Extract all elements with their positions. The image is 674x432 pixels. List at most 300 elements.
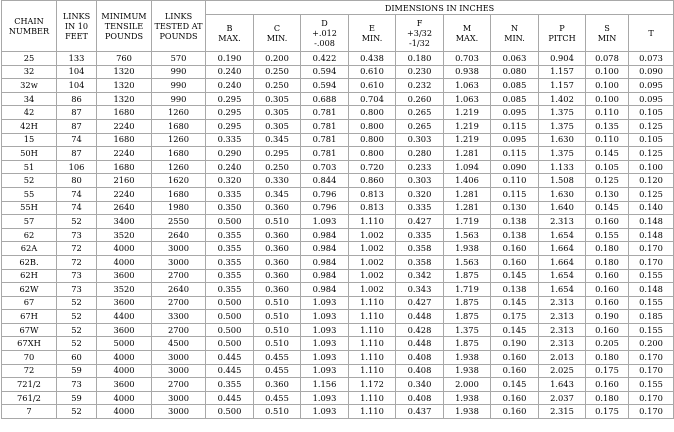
table-cell: 1.002 [349, 269, 396, 283]
table-cell: 0.320 [206, 174, 254, 188]
dim-header [349, 15, 396, 52]
table-cell: 80 [57, 174, 97, 188]
table-cell: 4000 [97, 391, 152, 405]
table-cell: 0.155 [586, 228, 629, 242]
table-cell: 0.360 [254, 378, 301, 392]
table-cell: 1.938 [444, 351, 491, 365]
table-cell: 0.095 [491, 106, 539, 120]
table-cell: 1.875 [444, 337, 491, 351]
table-cell: 0.427 [396, 215, 444, 229]
table-cell: 0.781 [301, 133, 349, 147]
dim-header [254, 15, 301, 52]
table-cell: 72 [57, 242, 97, 256]
table-cell: 0.115 [491, 187, 539, 201]
table-cell: 0.170 [629, 364, 674, 378]
table-cell: 0.175 [586, 364, 629, 378]
table-cell: 0.085 [491, 92, 539, 106]
table-cell: 1.110 [349, 391, 396, 405]
chain-number-cell: 62A [2, 242, 57, 256]
table-cell: 73 [57, 269, 97, 283]
table-cell: 1.281 [444, 201, 491, 215]
table-cell: 990 [152, 92, 206, 106]
table-cell: 3520 [97, 228, 152, 242]
table-cell: 0.688 [301, 92, 349, 106]
table-cell: 0.335 [206, 133, 254, 147]
table-cell: 1.664 [539, 242, 586, 256]
table-cell: 0.250 [254, 65, 301, 79]
dim-header [539, 15, 586, 52]
table-cell: 73 [57, 378, 97, 392]
table-cell: 0.073 [629, 52, 674, 66]
table-cell: 52 [57, 215, 97, 229]
table-row [2, 405, 674, 419]
table-row [2, 228, 674, 242]
table-row [2, 255, 674, 269]
chain-number-cell: 32 [2, 65, 57, 79]
table-cell: 2240 [97, 187, 152, 201]
table-cell: 0.342 [396, 269, 444, 283]
table-cell: 0.358 [396, 255, 444, 269]
table-cell: 1.093 [301, 364, 349, 378]
chain-number-cell: 42H [2, 119, 57, 133]
table-row [2, 337, 674, 351]
table-cell: 4400 [97, 310, 152, 324]
table-cell: 0.510 [254, 405, 301, 419]
table-cell: 3600 [97, 296, 152, 310]
table-cell: 2.313 [539, 310, 586, 324]
table-row [2, 283, 674, 297]
chain-number-cell: 70 [2, 351, 57, 365]
table-row [2, 92, 674, 106]
table-cell: 0.105 [629, 106, 674, 120]
table-cell: 3000 [152, 391, 206, 405]
table-row [2, 52, 674, 66]
table-cell: 2160 [97, 174, 152, 188]
table-cell: 0.594 [301, 79, 349, 93]
table-cell: 0.233 [396, 160, 444, 174]
chain-number-cell: 34 [2, 92, 57, 106]
table-cell: 0.781 [301, 147, 349, 161]
chain-number-cell: 57 [2, 215, 57, 229]
table-cell: 1.875 [444, 310, 491, 324]
table-cell: 0.232 [396, 79, 444, 93]
table-cell: 0.355 [206, 283, 254, 297]
table-cell: 0.796 [301, 201, 349, 215]
table-cell: 1.719 [444, 215, 491, 229]
table-cell: 0.130 [491, 201, 539, 215]
dim-header [629, 15, 674, 52]
table-cell: 1.093 [301, 215, 349, 229]
table-cell: 0.160 [491, 242, 539, 256]
table-cell: 1320 [97, 65, 152, 79]
table-cell: 1.875 [444, 269, 491, 283]
table-cell: 0.100 [629, 160, 674, 174]
dim-header-line: MIN. [504, 33, 525, 43]
table-row [2, 79, 674, 93]
table-cell: 0.500 [206, 337, 254, 351]
table-cell: 1.643 [539, 378, 586, 392]
table-cell: 0.343 [396, 283, 444, 297]
table-cell: 87 [57, 119, 97, 133]
table-cell: 0.305 [254, 106, 301, 120]
chain-number-cell: 67W [2, 323, 57, 337]
table-cell: 87 [57, 106, 97, 120]
table-cell: 0.180 [396, 52, 444, 66]
dim-header [491, 15, 539, 52]
table-cell: 0.345 [254, 187, 301, 201]
table-cell: 1.002 [349, 283, 396, 297]
table-cell: 0.358 [396, 242, 444, 256]
table-cell: 0.355 [206, 269, 254, 283]
table-cell: 0.190 [491, 337, 539, 351]
table-cell: 0.138 [491, 283, 539, 297]
chain-dimensions-table [1, 0, 674, 419]
table-cell: 0.265 [396, 119, 444, 133]
table-cell: 0.455 [254, 391, 301, 405]
table-cell: 0.125 [586, 174, 629, 188]
table-cell: 0.250 [254, 79, 301, 93]
dim-header-line: MIN [597, 33, 617, 43]
table-cell: 0.145 [491, 378, 539, 392]
table-cell: 0.500 [206, 323, 254, 337]
table-cell: 1320 [97, 79, 152, 93]
table-cell: 0.110 [586, 106, 629, 120]
table-cell: 1.063 [444, 79, 491, 93]
header-chain-number: CHAIN NUMBER [2, 1, 57, 52]
table-cell: 0.090 [491, 160, 539, 174]
table-cell: 2550 [152, 215, 206, 229]
table-cell: 0.295 [254, 147, 301, 161]
table-cell: 52 [57, 310, 97, 324]
table-row [2, 187, 674, 201]
table-cell: 0.984 [301, 242, 349, 256]
table-cell: 0.120 [629, 174, 674, 188]
table-cell: 0.155 [629, 269, 674, 283]
chain-number-cell: 55 [2, 187, 57, 201]
table-cell: 0.408 [396, 351, 444, 365]
table-cell: 1680 [152, 187, 206, 201]
table-cell: 5000 [97, 337, 152, 351]
dim-header-line: C [273, 23, 281, 33]
table-cell: 1.508 [539, 174, 586, 188]
table-cell: 0.190 [206, 52, 254, 66]
table-cell: 0.510 [254, 296, 301, 310]
table-cell: 1260 [152, 133, 206, 147]
table-cell: 0.904 [539, 52, 586, 66]
table-cell: 0.335 [206, 187, 254, 201]
table-cell: 2700 [152, 269, 206, 283]
table-cell: 0.355 [206, 228, 254, 242]
dim-header [586, 15, 629, 52]
table-cell: 1.002 [349, 242, 396, 256]
dim-header [444, 15, 491, 52]
table-cell: 4000 [97, 364, 152, 378]
chain-number-cell: 51 [2, 160, 57, 174]
table-cell: 0.160 [586, 378, 629, 392]
header-min-tensile: MINIMUM TENSILE POUNDS [97, 1, 152, 52]
table-cell: 1.938 [444, 364, 491, 378]
table-row [2, 323, 674, 337]
table-cell: 1.938 [444, 405, 491, 419]
table-cell: 2700 [152, 296, 206, 310]
table-row [2, 215, 674, 229]
chain-number-cell: 72 [2, 364, 57, 378]
table-cell: 0.205 [586, 337, 629, 351]
table-cell: 0.800 [349, 133, 396, 147]
table-cell: 1.110 [349, 364, 396, 378]
table-cell: 1260 [152, 160, 206, 174]
table-cell: 990 [152, 79, 206, 93]
table-cell: 1.219 [444, 119, 491, 133]
table-cell: 1.093 [301, 296, 349, 310]
table-cell: 0.510 [254, 215, 301, 229]
table-cell: 1.563 [444, 255, 491, 269]
table-cell: 0.355 [206, 255, 254, 269]
table-cell: 0.610 [349, 79, 396, 93]
table-cell: 0.280 [396, 147, 444, 161]
table-cell: 0.510 [254, 310, 301, 324]
table-cell: 0.445 [206, 391, 254, 405]
table-cell: 2640 [152, 283, 206, 297]
table-cell: 0.303 [396, 174, 444, 188]
table-cell: 1.063 [444, 92, 491, 106]
table-cell: 0.290 [206, 147, 254, 161]
dim-header-line: S [604, 23, 610, 33]
table-cell: 0.110 [586, 133, 629, 147]
table-cell: 0.180 [586, 242, 629, 256]
table-cell: 0.125 [629, 119, 674, 133]
table-cell: 0.080 [491, 65, 539, 79]
chain-number-cell: 62 [2, 228, 57, 242]
table-cell: 0.800 [349, 147, 396, 161]
table-cell: 0.260 [396, 92, 444, 106]
table-cell: 1620 [152, 174, 206, 188]
table-cell: 0.110 [491, 174, 539, 188]
table-cell: 0.160 [491, 255, 539, 269]
table-cell: 4000 [97, 242, 152, 256]
table-cell: 0.500 [206, 296, 254, 310]
table-cell: 1.219 [444, 106, 491, 120]
table-cell: 59 [57, 391, 97, 405]
table-cell: 0.510 [254, 337, 301, 351]
chain-number-cell: 42 [2, 106, 57, 120]
table-cell: 0.240 [206, 160, 254, 174]
table-cell: 0.295 [206, 106, 254, 120]
dim-header-line: MIN. [361, 33, 383, 43]
table-cell: 52 [57, 405, 97, 419]
table-cell: 0.170 [629, 255, 674, 269]
table-cell: 0.295 [206, 92, 254, 106]
table-cell: 1.664 [539, 255, 586, 269]
table-cell: 1980 [152, 201, 206, 215]
table-cell: 1.093 [301, 310, 349, 324]
table-cell: 74 [57, 133, 97, 147]
table-cell: 0.345 [254, 133, 301, 147]
table-cell: 0.160 [586, 296, 629, 310]
chain-number-cell: 55H [2, 201, 57, 215]
dim-header-line: MAX. [455, 33, 479, 43]
table-cell: 0.781 [301, 106, 349, 120]
table-cell: 0.160 [586, 269, 629, 283]
chain-number-cell: 7 [2, 405, 57, 419]
table-cell: 4000 [97, 351, 152, 365]
table-cell: 0.145 [586, 201, 629, 215]
table-cell: 0.170 [629, 242, 674, 256]
table-cell: 0.330 [254, 174, 301, 188]
table-cell: 0.428 [396, 323, 444, 337]
table-cell: 0.145 [491, 323, 539, 337]
table-cell: 2.013 [539, 351, 586, 365]
table-cell: 1.563 [444, 228, 491, 242]
table-cell: 0.445 [206, 364, 254, 378]
table-cell: 1.157 [539, 79, 586, 93]
table-cell: 2.025 [539, 364, 586, 378]
table-cell: 0.148 [629, 283, 674, 297]
table-cell: 0.437 [396, 405, 444, 419]
table-cell: 104 [57, 65, 97, 79]
table-cell: 1680 [152, 147, 206, 161]
table-row [2, 391, 674, 405]
chain-number-cell: 67 [2, 296, 57, 310]
table-cell: 1.281 [444, 187, 491, 201]
table-cell: 1.002 [349, 255, 396, 269]
table-cell: 0.844 [301, 174, 349, 188]
dim-header-line: -.008 [314, 38, 335, 48]
table-row [2, 106, 674, 120]
table-cell: 0.160 [491, 391, 539, 405]
table-cell: 0.984 [301, 269, 349, 283]
table-cell: 0.135 [586, 119, 629, 133]
table-cell: 1680 [97, 160, 152, 174]
table-cell: 0.594 [301, 65, 349, 79]
table-cell: 0.125 [629, 147, 674, 161]
dim-header-line: M [462, 23, 472, 33]
table-cell: 0.938 [444, 65, 491, 79]
table-cell: 760 [97, 52, 152, 66]
table-cell: 0.180 [586, 351, 629, 365]
table-cell: 0.610 [349, 65, 396, 79]
table-cell: 0.455 [254, 364, 301, 378]
table-cell: 1.719 [444, 283, 491, 297]
table-cell: 1.093 [301, 337, 349, 351]
chain-number-cell: 62H [2, 269, 57, 283]
table-cell: 0.813 [349, 201, 396, 215]
chain-number-cell: 25 [2, 52, 57, 66]
table-cell: 0.115 [491, 119, 539, 133]
table-cell: 0.190 [586, 310, 629, 324]
table-cell: 0.427 [396, 296, 444, 310]
table-cell: 0.175 [586, 405, 629, 419]
table-cell: 1.110 [349, 323, 396, 337]
table-cell: 0.303 [396, 133, 444, 147]
table-cell: 1.093 [301, 391, 349, 405]
table-cell: 1.654 [539, 228, 586, 242]
table-cell: 2700 [152, 378, 206, 392]
table-cell: 1.156 [301, 378, 349, 392]
table-cell: 0.240 [206, 79, 254, 93]
table-cell: 0.800 [349, 119, 396, 133]
table-cell: 3600 [97, 323, 152, 337]
table-cell: 570 [152, 52, 206, 66]
table-cell: 0.703 [301, 160, 349, 174]
table-cell: 2.313 [539, 337, 586, 351]
chain-number-cell: 721/2 [2, 378, 57, 392]
table-cell: 1.375 [539, 119, 586, 133]
table-cell: 0.175 [491, 310, 539, 324]
table-cell: 0.360 [254, 201, 301, 215]
table-cell: 1260 [152, 106, 206, 120]
table-cell: 0.155 [629, 296, 674, 310]
table-cell: 73 [57, 283, 97, 297]
table-cell: 0.170 [629, 405, 674, 419]
table-cell: 0.305 [254, 92, 301, 106]
table-row [2, 174, 674, 188]
chain-number-cell: 52 [2, 174, 57, 188]
table-row [2, 378, 674, 392]
table-cell: 0.240 [206, 65, 254, 79]
table-cell: 0.155 [629, 378, 674, 392]
table-cell: 3600 [97, 269, 152, 283]
table-cell: 1680 [97, 133, 152, 147]
table-cell: 3520 [97, 283, 152, 297]
table-row [2, 351, 674, 365]
table-cell: 1.110 [349, 337, 396, 351]
table-cell: 87 [57, 147, 97, 161]
table-cell: 0.105 [629, 133, 674, 147]
table-cell: 0.500 [206, 310, 254, 324]
table-cell: 4000 [97, 405, 152, 419]
table-cell: 1.219 [444, 133, 491, 147]
table-row [2, 242, 674, 256]
table-cell: 1.002 [349, 228, 396, 242]
table-cell: 0.335 [396, 201, 444, 215]
table-cell: 0.095 [629, 92, 674, 106]
table-cell: 1680 [152, 119, 206, 133]
table-row [2, 201, 674, 215]
table-cell: 74 [57, 201, 97, 215]
table-row [2, 269, 674, 283]
table-cell: 0.125 [629, 187, 674, 201]
table-cell: 1.172 [349, 378, 396, 392]
table-cell: 0.984 [301, 283, 349, 297]
chain-number-cell: 62W [2, 283, 57, 297]
table-cell: 0.148 [629, 215, 674, 229]
chain-number-cell: 50H [2, 147, 57, 161]
chain-number-cell: 62B. [2, 255, 57, 269]
table-cell: 0.100 [586, 65, 629, 79]
table-cell: 0.305 [254, 119, 301, 133]
table-body [2, 52, 674, 419]
table-cell: 3300 [152, 310, 206, 324]
table-cell: 0.170 [629, 351, 674, 365]
table-cell: 74 [57, 187, 97, 201]
table-cell: 4000 [97, 255, 152, 269]
table-cell: 0.170 [629, 391, 674, 405]
table-cell: 0.160 [586, 283, 629, 297]
chain-number-cell: 15 [2, 133, 57, 147]
table-cell: 1.375 [444, 323, 491, 337]
table-cell: 0.408 [396, 364, 444, 378]
table-cell: 1.630 [539, 187, 586, 201]
table-cell: 0.105 [586, 160, 629, 174]
table-cell: 0.448 [396, 310, 444, 324]
header-links-tested: LINKS TESTED AT POUNDS [152, 1, 206, 52]
table-cell: 1.654 [539, 283, 586, 297]
table-cell: 0.090 [629, 65, 674, 79]
table-cell: 52 [57, 323, 97, 337]
table-cell: 59 [57, 364, 97, 378]
table-cell: 0.984 [301, 255, 349, 269]
